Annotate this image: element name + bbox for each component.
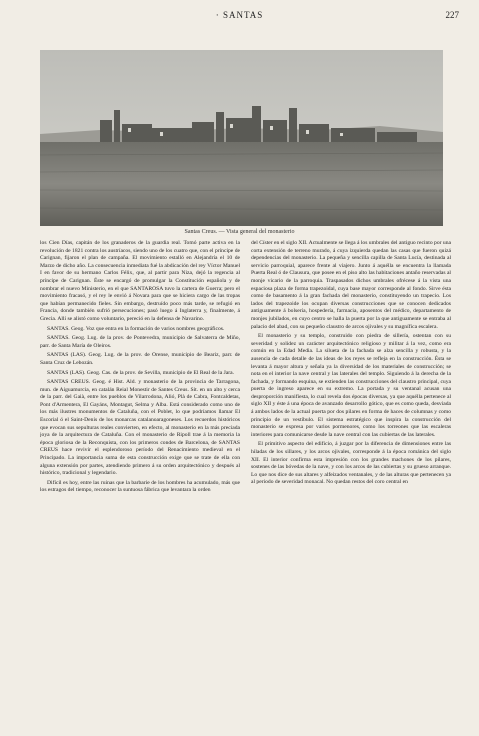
landscape-illustration xyxy=(40,50,443,226)
paragraph: SANTAS. Geog. Lug. de la prov. de Pontevedra, municipio de Salvaterra de Miño, parr. de Santa María de Oleiros. xyxy=(40,335,240,349)
paragraph: Difícil es hoy, entre las ruinas que la barbarie de los hombres ha acumulado, más que los estragos del tiempo, reconocer la suntuosa fábrica que levantara la orden xyxy=(40,479,240,494)
paragraph: los Cien Días, capitán de los granaderos de la guardia real. Tomó parte activa en la revolución de 1821 contra los austríacos, siendo uno de los cuatro que, con el príncipe de Carignan, fijaron el plan de campaña. El movimiento estalló en Alejandría el 10 de Marzo de dicho año. La consecuencia inmediata fué la abdicación del rey Víctor Manuel I en favor de su hermano Carlos Félix, que, al partir para Niza, dejó la regencia al príncipe de Carignan. Éste se encargó de promulgar la Constitución española y de nombrar el nuevo Ministerio, en el que SANTAROSA tuvo la cartera de Guerra; pero el movimiento fracasó, y el rey le envió á Novara para que se hiciera cargo de las tropas que habían permanecido fieles. Sin embargo, destruído poco más tarde, se refugió en Francia, donde también sufrió persecuciones; pasó luego á Inglaterra y, finalmente, á Grecia. Allí se alistó como voluntario, pereció en la defensa de Navarino. xyxy=(40,240,240,322)
left-text-column xyxy=(40,240,240,720)
right-text-column xyxy=(251,240,451,720)
paragraph: SANTAS (LAS). Geog. Lug. de la prov. de Orense, municipio de Beariz, parr. de Santa Cruz de Lebozán. xyxy=(40,352,240,366)
page-number: 227 xyxy=(445,10,459,20)
paragraph: SANTAS. Geog. Voz que entra en la formación de varios nombres geográficos. xyxy=(47,325,225,332)
paragraph: del Císter en el siglo XII. Actualmente se llega á los umbrales del antiguo recinto por una corta extensión de terreno murado, á cuya izquierda quedan las casas que fueron quizá dependencias del monasterio. La pequeña y sencilla capilla de Santa Lucía, destinada al servicio parroquial, aparece frente al viajero. Junto á aquélla se encuentra la llamada Puerta Real ó de Clausura, que posee en el piso alto las habitaciones antaño reservadas al monje vicario de la parroquia. Traspasados dichos umbrales ofrécese á la vista una espaciosa plaza de forma trapezoidal, cuya base mayor corresponde al fondo. Sirve ésta como de basamento á la gran fachada del monasterio, constituyendo un trapecio. Los lados del trapezoide los ocupan diversas construcciones que se conocen dedicados antiguamente á bolsería, hospedería, farmacia, aposentos del médico, departamento de monjes jubilados, en cuyo centro se halla la puerta por la que antiguamente se entraba al palacio del abad, con su pequeño claustro de arcos ojivales y su magnífica escalera. xyxy=(251,240,451,330)
paragraph: SANTAS (LAS). Geog. Cas. de la prov. de Sevilla, municipio de El Real de la Jara. xyxy=(47,369,235,376)
paragraph: El primitivo aspecto del edificio, á juzgar por la diferencia de dimensiones entre las hiladas de los sillares, y los arcos ojivales, corresponde á la época románica del siglo XII. El interior confirma esta impresión con los grandes machones de los pilares, sostenes de las bóvedas de la nave, y con los arcos de las cubiertas y su grueso arranque. Lo que nos dice de sus altares y alfeizados ventanales, y de las alturas que pertenecen ya al periodo de severidad monacal. No quedan restos del coro central en xyxy=(251,441,451,486)
paragraph: SANTAS CREUS. Geog. é Hist. Ald. y monasterio de la provincia de Tarragona, mun. de Aiguamurcia, en catalán Reial Monestir de Santes Creus. Sit. en un alto y cerca de la parr. del Gaià, entre los pueblos de Vilarrodona, Alió, Plà de Cabra, Fontcaldetas, Pont d'Armentera, El Gayáns, Montagut, Selma y Alba. Está considerado como uno de los más ilustres monumentos de Cataluña, con el Poblet, lo que podríamos llamar El Escorial ó el Saint-Denis de los monarcas catalanoaragoneses. Los recuerdos históricos que evocan sus sepulturas reales convierten, en efecto, al monasterio en la más preciada joya de la arquitectura de Cataluña. Con el monasterio de Ripoll trae á la memoria la época gloriosa de la Reconquista, con los primeros condes de Barcelona, de SANTAS CREUS hace revivir el esplendoroso período del Renacimiento medieval en el Principado. La importancia suma de esta construcción exige que se trate de ella con alguna extensión por partes, atendiendo primero á su orden arquitectónico y después al histórico, tradicional y legendario. xyxy=(40,379,240,477)
paragraph: El monasterio y su templo, construido con piedra de sillería, ostentan con su severidad y solidez un carácter arquitectónico religioso y militar á la vez, como era común en la Edad Media. La silueta de la fachada se alza sencilla y robusta, y la ausencia de cada detalle de las ideas de los reyes se refleja en la construcción. Ésta se levanta á mayor altura y señala ya la diversidad de los materiales de construcción; se nota en el interior la nave central y las laterales del templo. Siguiendo á la derecha de la fachada, y formando esquina, se extienden las construcciones del claustro principal, cuya puerta de ingreso aparece en su extremo. La portada y su ventanal acusan una desproporción manifiesta, lo cual revela dos épocas diversas, ya que aquélla pertenece al siglo XII y éste á una época de avanzado desarrollo gótico, que es como queda, desviada á ambos lados de la actual puerta por dos pilares en forma de haces de columnas y como principio de un vestíbulo. El sistema estratégico que inspira la construcción del monasterio se expresa por varios pormenores, como los torreones que las escaleras interiores para comunicarse desde la nave central con las cubiertas de las laterales. xyxy=(251,333,451,438)
monastery-photograph xyxy=(40,50,443,226)
running-title: · SANTAS xyxy=(215,10,264,20)
figure-caption: Santas Creus. — Vista general del monasterio xyxy=(184,229,295,235)
